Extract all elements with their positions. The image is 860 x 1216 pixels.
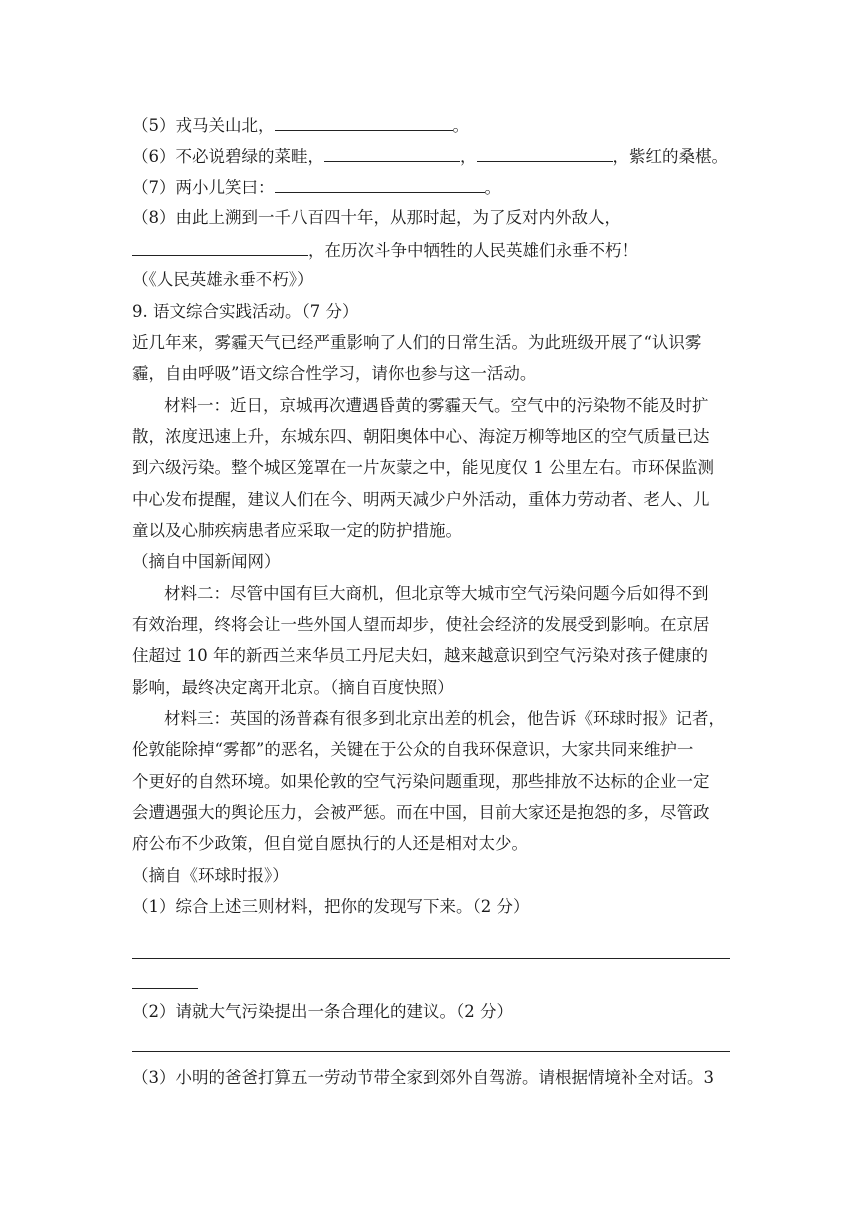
material-1-source: （摘自中国新闻网） (132, 552, 281, 571)
material-3-line: 伦敦能除掉“雾都”的恶名，关键在于公众的自我环保意识，大家共同来维护一 (132, 740, 694, 759)
material-2-line: 住超过 10 年的新西兰来华员工丹尼夫妇，越来越意识到空气污染对孩子健康的 (132, 646, 708, 665)
question-8-line2: ，在历次斗争中牺牲的人民英雄们永垂不朽！ (132, 239, 638, 261)
answer-blank[interactable] (275, 114, 453, 131)
material-2-line: 有效治理，终将会让一些外国人望而却步，使社会经济的发展受到影响。在京居 (132, 615, 710, 634)
question-6: （6）不必说碧绿的菜畦， ， ，紫红的桑椹。 (132, 147, 728, 166)
question-8-line1: （8）由此上溯到一千八百四十年，从那时起，为了反对内外敌人， (132, 208, 621, 227)
intro-line: 近几年来，雾霾天气已经严重影响了人们的日常生活。为此班级开展了“认识雾 (132, 333, 702, 352)
answer-blank[interactable] (132, 239, 308, 256)
answer-line[interactable] (132, 988, 198, 989)
answer-blank[interactable] (477, 145, 613, 162)
sub-question-2: （2）请就大气污染提出一条合理化的建议。（2 分） (132, 1002, 513, 1021)
sub-question-3: （3）小明的爸爸打算五一劳动节带全家到郊外自驾游。请根据情境补全对话。3 (132, 1068, 714, 1087)
material-3-line: 材料三：英国的汤普森有很多到北京出差的机会，他告诉《环球时报》记者， (164, 709, 725, 728)
sub-question-1: （1）综合上述三则材料，把你的发现写下来。（2 分） (132, 897, 530, 916)
q5-text: （5）戎马关山北， (132, 116, 275, 135)
material-2-line: 材料二：尽管中国有巨大商机，但北京等大城市空气污染问题今后如得不到 (164, 584, 709, 603)
material-1-line: 到六级污染。整个城区笼罩在一片灰蒙之中，能见度仅 1 公里左右。市环保监测 (132, 458, 714, 477)
material-3-line: 府公布不少政策，但自觉自愿执行的人还是相对太少。 (132, 834, 528, 853)
material-1-line: 材料一：近日，京城再次遭遇昏黄的雾霾天气。空气中的污染物不能及时扩 (164, 396, 709, 415)
material-2-line: 影响，最终决定离开北京。（摘自百度快照） (132, 678, 454, 697)
q6-text: （6）不必说碧绿的菜畦， (132, 147, 324, 166)
material-3-source: （摘自《环球时报》） (132, 866, 289, 885)
question-9-title: 9. 语文综合实践活动。（7 分） (132, 302, 359, 321)
answer-line[interactable] (132, 958, 730, 959)
question-7: （7）两小儿笑曰： 。 (132, 178, 501, 197)
answer-line[interactable] (132, 1051, 730, 1052)
answer-blank[interactable] (275, 176, 485, 193)
material-1-line: 童以及心肺疾病患者应采取一定的防护措施。 (132, 521, 462, 540)
answer-blank[interactable] (324, 145, 460, 162)
intro-line: 霾，自由呼吸”语文综合性学习，请你也参与这一活动。 (132, 364, 537, 383)
question-5: （5）戎马关山北， 。 (132, 116, 469, 135)
material-3-line: 个更好的自然环境。如果伦敦的空气污染问题重现，那些排放不达标的企业一定 (132, 772, 710, 791)
material-1-line: 散，浓度迅速上升，东城东四、朝阳奥体中心、海淀万柳等地区的空气质量已达 (132, 427, 710, 446)
question-8-source: （《人民英雄永垂不朽》） (132, 270, 314, 289)
material-1-line: 中心发布提醒，建议人们在今、明两天减少户外活动，重体力劳动者、老人、儿 (132, 490, 710, 509)
q7-text: （7）两小儿笑曰： (132, 178, 275, 197)
material-3-line: 会遭遇强大的舆论压力，会被严惩。而在中国，目前大家还是抱怨的多，尽管政 (132, 803, 710, 822)
